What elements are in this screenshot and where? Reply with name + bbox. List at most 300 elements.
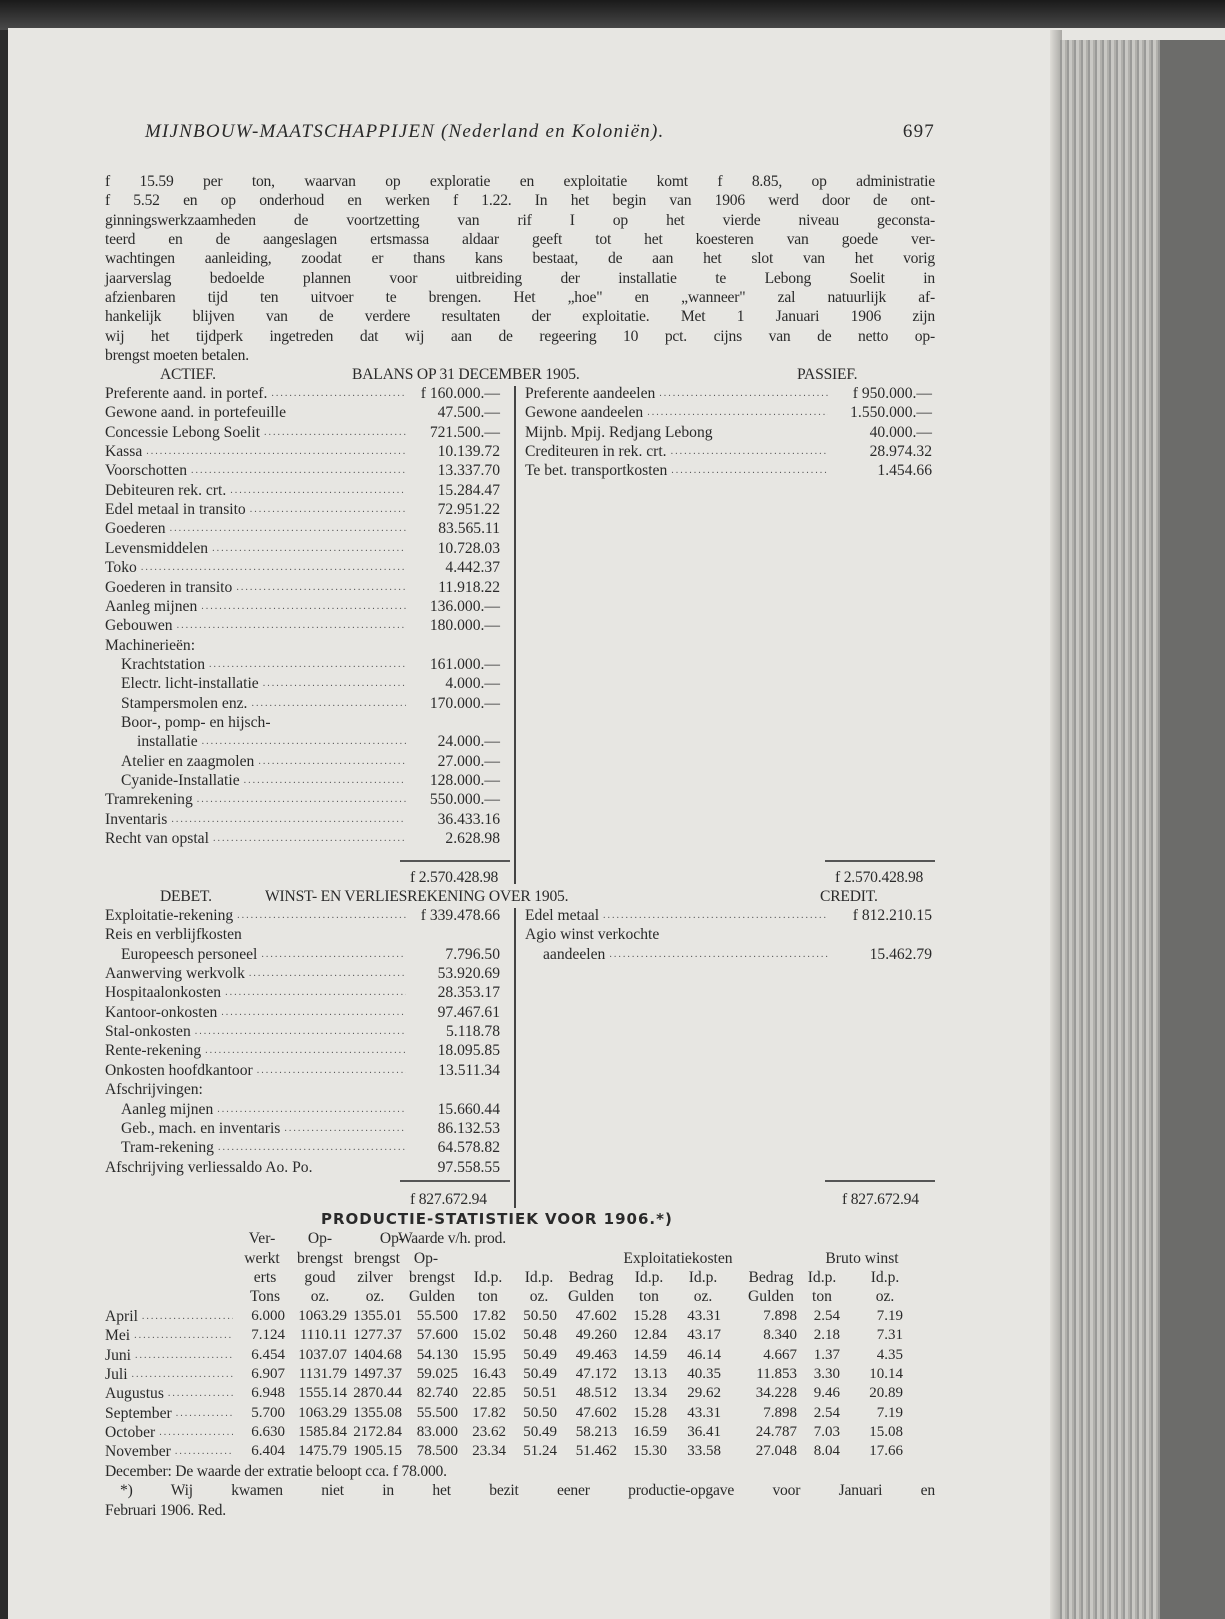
table-cell: 1063.29	[298, 1308, 347, 1324]
table-cell: 14.59	[633, 1346, 667, 1363]
section-right-heading: CREDIT.	[820, 888, 878, 905]
ledger-label: Recht van opstal	[105, 830, 209, 848]
table-header: oz.	[365, 1288, 385, 1305]
ledger-row	[525, 442, 932, 461]
ledger-amount: 18.095.85	[437, 1042, 500, 1060]
section-left-heading: DEBET.	[160, 888, 212, 905]
table-header: oz.	[529, 1288, 549, 1305]
footnote-line: *) Wij kwamen niet in het bezit eener productie-opgave voor Januari en	[120, 1482, 935, 1500]
ledger-label: Afschrijvingen:	[105, 1081, 203, 1099]
ledger-row	[105, 442, 500, 461]
ledger-label: Levensmiddelen	[105, 539, 209, 557]
dot-leader	[261, 945, 406, 964]
ledger-label: Edel metaal	[525, 907, 600, 924]
table-cell: 59.025	[416, 1366, 458, 1383]
table-cell: 22.85	[472, 1385, 506, 1402]
ledger-amount: 1.454.66	[877, 462, 932, 480]
ledger-amount: 11.918.22	[438, 578, 500, 596]
table-cell: 6.454	[251, 1346, 285, 1363]
ledger-amount: 4.000.—	[445, 675, 500, 693]
table-cell: 46.14	[687, 1346, 721, 1363]
dot-leader	[659, 384, 828, 403]
ledger-row	[105, 829, 500, 848]
dot-leader	[177, 616, 406, 635]
ledger-amount: 2.628.98	[445, 830, 500, 848]
section-title: WINST- EN VERLIESREKENING OVER 1905.	[265, 888, 569, 905]
table-cell: 1.37	[813, 1346, 840, 1363]
ledger-row	[137, 732, 500, 751]
table-cell: 20.89	[869, 1385, 903, 1402]
ledger-amount: 28.974.32	[869, 443, 932, 461]
table-header: Id.p.	[473, 1269, 503, 1286]
table-cell: 24.787	[755, 1424, 797, 1441]
ledger-amount: 721.500.—	[429, 423, 500, 441]
ledger-amount	[410, 636, 500, 655]
dot-leader	[244, 771, 406, 790]
ledger-row	[105, 539, 500, 558]
ledger-amount: f 339.478.66	[420, 907, 500, 924]
ledger-label: Toko	[105, 559, 137, 577]
ledger-amount: 83.565.11	[438, 520, 500, 538]
ledger-amount: 170.000.—	[429, 694, 500, 712]
table-header: Gulden	[568, 1288, 614, 1305]
ledger-amount: f 812.210.15	[852, 907, 932, 924]
table-header: Op-	[379, 1230, 405, 1247]
section-right-heading: PASSIEF.	[797, 366, 858, 383]
ledger-row	[105, 983, 500, 1002]
table-cell: 2870.44	[353, 1385, 402, 1402]
table-cell: 43.31	[687, 1308, 721, 1324]
ledger-row	[525, 403, 932, 422]
ledger-label: Crediteuren in rek. crt.	[525, 443, 667, 461]
month-label: Juli	[105, 1366, 128, 1384]
ledger-amount: 53.920.69	[437, 965, 500, 983]
table-cell: 23.34	[472, 1443, 506, 1460]
dot-leader	[671, 461, 828, 480]
ledger-label: Afschrijving verliessaldo Ao. Po.	[105, 1158, 313, 1176]
table-header: Id.p.	[870, 1269, 900, 1286]
ledger-amount: 97.467.61	[437, 1003, 500, 1021]
ledger-label: Kantoor-onkosten	[105, 1003, 218, 1021]
table-cell: 82.740	[416, 1385, 458, 1402]
table-cell: 2.54	[813, 1308, 840, 1324]
ledger-label: Goederen in transito	[105, 578, 233, 596]
ledger-label: Aanleg mijnen	[105, 597, 198, 615]
table-header: erts	[253, 1269, 277, 1286]
ledger-label: Atelier en zaagmolen	[121, 752, 255, 770]
paragraph-line: wij het tijdperk ingetreden dat wij aan de regeering 10 pct. cijns van de netto op-	[105, 327, 935, 345]
table-cell: 13.13	[633, 1366, 667, 1383]
table-cell: 1063.29	[298, 1404, 347, 1421]
ledger-amount: 27.000.—	[437, 752, 500, 770]
dot-leader	[218, 1138, 406, 1157]
table-cell: 6.907	[251, 1366, 285, 1383]
dot-leader	[250, 500, 406, 519]
dot-leader	[191, 461, 406, 480]
table-cell: 15.28	[633, 1404, 667, 1421]
paragraph-line: f 15.59 per ton, waarvan op exploratie en exploitatie komt f 8.85, op administratie	[105, 173, 935, 190]
table-cell: 1905.15	[353, 1443, 402, 1460]
table-cell: 51.462	[575, 1443, 617, 1460]
dot-leader	[264, 423, 406, 442]
ledger-label: Tramrekening	[105, 791, 193, 809]
dot-leader	[258, 752, 406, 771]
balans-total-left: f 2.570.428.98	[410, 869, 499, 886]
dot-leader	[171, 810, 406, 829]
table-cell: 6.000	[251, 1308, 285, 1324]
table-cell: 3.30	[813, 1366, 840, 1383]
dot-leader	[647, 403, 828, 422]
table-cell: 49.463	[575, 1346, 617, 1363]
table-header: oz.	[693, 1288, 713, 1305]
ledger-row	[105, 597, 500, 616]
table-header: ton	[478, 1288, 498, 1305]
running-header	[145, 122, 935, 141]
table-cell: 1277.37	[353, 1327, 402, 1344]
ledger-label: Stal-onkosten	[105, 1023, 191, 1041]
table-cell: 17.66	[869, 1443, 903, 1460]
ledger-label: Preferente aand. in portef.	[105, 385, 268, 402]
ledger-row	[105, 1158, 500, 1177]
dot-leader	[202, 732, 406, 751]
ledger-label: Cyanide-Installatie	[121, 772, 240, 789]
ledger-label: Aanwerving werkvolk	[105, 965, 245, 983]
table-cell: 7.19	[876, 1404, 903, 1421]
ledger-label: Mijnb. Mpij. Redjang Lebong	[525, 423, 713, 441]
ledger-row	[105, 423, 500, 442]
table-cell: 50.50	[523, 1404, 557, 1421]
table-cell: 1497.37	[353, 1366, 402, 1383]
ledger-row	[543, 945, 932, 964]
table-header: Id.p.	[524, 1269, 554, 1286]
ledger-label: Goederen	[105, 520, 166, 538]
table-cell: 27.048	[755, 1443, 797, 1460]
ledger-amount: 7.796.50	[445, 945, 500, 963]
table-header: Ver-	[248, 1230, 276, 1247]
table-cell: 34.228	[755, 1385, 797, 1402]
dot-leader	[221, 1003, 406, 1022]
table-cell: 47.172	[575, 1366, 617, 1383]
section-title: BALANS OP 31 DECEMBER 1905.	[352, 366, 580, 383]
table-header: oz.	[310, 1288, 330, 1305]
table-header: Gulden	[409, 1288, 455, 1305]
table-cell: 15.08	[869, 1424, 903, 1441]
ledger-amount: 40.000.—	[869, 423, 932, 441]
page-number: 697	[902, 121, 935, 142]
table-cell: 1585.84	[298, 1424, 347, 1441]
ledger-label: Krachtstation	[121, 655, 206, 673]
dot-leader	[609, 945, 828, 964]
ledger-row	[525, 423, 932, 442]
table-cell: 1404.68	[353, 1346, 402, 1363]
ledger-amount	[410, 713, 500, 732]
balans-total-right: f 2.570.428.98	[835, 869, 924, 886]
dot-leader	[237, 906, 406, 925]
table-cell: 40.35	[687, 1366, 721, 1383]
paragraph-line: ginningswerkzaamheden de voortzetting van rif I op het vierde niveau geconsta-	[105, 211, 935, 229]
table-cell: 4.35	[876, 1346, 903, 1363]
december-note: December: De waarde der extratie beloopt cca. f 78.000.	[105, 1462, 447, 1480]
month-label: October	[105, 1424, 156, 1442]
ledger-label: Edel metaal in transito	[105, 501, 246, 519]
table-cell: 78.500	[416, 1443, 458, 1460]
table-header: Op-	[307, 1230, 333, 1247]
ledger-amount: 13.511.34	[438, 1061, 500, 1079]
total-rule	[825, 1180, 935, 1182]
table-header: Bruto winst	[825, 1250, 899, 1267]
ledger-label: Gebouwen	[105, 617, 173, 635]
ledger-row	[121, 1119, 500, 1138]
table-cell: 83.000	[416, 1424, 458, 1441]
ledger-label: Tram-rekening	[121, 1139, 214, 1157]
dot-leader	[146, 442, 406, 461]
total-rule	[400, 1180, 510, 1182]
ledger-row	[105, 790, 500, 809]
ledger-row	[121, 1100, 500, 1119]
paragraph-line: teerd en de aangeslagen ertsmassa aldaar geeft tot het koesteren van goede ver-	[105, 231, 935, 249]
dot-leader	[217, 1100, 406, 1119]
ledger-label: Geb., mach. en inventaris	[121, 1119, 281, 1137]
table-header: ton	[639, 1288, 659, 1305]
section-left-heading: ACTIEF.	[160, 366, 216, 383]
ledger-amount: 15.462.79	[869, 945, 932, 963]
table-cell: 15.95	[472, 1346, 506, 1363]
table-cell: 10.14	[869, 1366, 903, 1383]
ledger-label: Gewone aandeelen	[525, 404, 644, 422]
ledger-row	[525, 925, 932, 944]
table-cell: 7.03	[813, 1424, 840, 1441]
table-header: Op-	[413, 1250, 439, 1267]
table-cell: 1131.79	[298, 1366, 347, 1383]
table-cell: 2172.84	[353, 1424, 402, 1441]
ledger-label: Preferente aandeelen	[525, 385, 656, 402]
table-cell: 12.84	[633, 1327, 667, 1344]
scan-top-border	[0, 0, 1225, 30]
ledger-row	[121, 752, 500, 771]
table-header: goud	[304, 1269, 336, 1286]
paragraph-line: f 5.52 en op onderhoud en werken f 1.22. In het begin van 1906 werd door de ont-	[105, 192, 935, 210]
table-cell: 2.54	[813, 1404, 840, 1421]
table-cell: 50.49	[523, 1366, 557, 1383]
ledger-label: Stampersmolen enz.	[121, 694, 248, 712]
table-cell: 48.512	[575, 1385, 617, 1402]
ledger-row	[121, 771, 500, 790]
ledger-label: Hospitaalonkosten	[105, 984, 222, 1002]
ledger-row	[525, 906, 932, 925]
ledger-amount: 64.578.82	[437, 1139, 500, 1157]
table-cell: 54.130	[416, 1346, 458, 1363]
table-cell: 1555.14	[298, 1385, 347, 1402]
ledger-label: Concessie Lebong Soelit	[105, 423, 261, 441]
table-cell: 7.898	[763, 1404, 797, 1421]
table-cell: 16.43	[472, 1366, 506, 1383]
dot-leader	[195, 1022, 406, 1041]
table-cell: 4.667	[763, 1346, 797, 1363]
ledger-amount: 24.000.—	[437, 733, 500, 751]
dot-leader	[201, 597, 406, 616]
ledger-amount: 13.337.70	[437, 462, 500, 480]
ledger-row	[105, 1061, 500, 1080]
ledger-label: Europeesch personeel	[121, 945, 258, 963]
table-cell: 50.50	[523, 1308, 557, 1324]
dot-leader	[197, 790, 406, 809]
table-cell: 50.49	[523, 1424, 557, 1441]
total-rule	[400, 860, 510, 862]
table-header: Id.p.	[688, 1269, 718, 1286]
dot-leader	[230, 481, 406, 500]
ledger-row	[121, 945, 500, 964]
winst-total-left: f 827.672.94	[410, 1191, 487, 1208]
table-header: brengst	[354, 1250, 400, 1267]
table-cell: 50.51	[523, 1385, 557, 1402]
ledger-row	[105, 964, 500, 983]
dot-leader	[603, 906, 828, 925]
table-cell: 8.04	[813, 1443, 840, 1460]
table-cell: 16.59	[633, 1424, 667, 1441]
ledger-amount	[832, 925, 932, 944]
table-cell: 43.17	[687, 1327, 721, 1344]
table-cell: 6.630	[251, 1424, 285, 1441]
ledger-amount: 136.000.—	[429, 597, 500, 615]
ledger-label: Gewone aand. in portefeuille	[105, 404, 286, 422]
ledger-row	[105, 906, 500, 925]
table-cell: 17.82	[472, 1308, 506, 1324]
ledger-amount	[410, 925, 500, 944]
ledger-label: Electr. licht-installatie	[121, 675, 259, 693]
table-cell: 17.82	[472, 1404, 506, 1421]
ledger-label: Te bet. transportkosten	[525, 462, 668, 480]
table-cell: 6.948	[251, 1385, 285, 1402]
table-cell: 43.31	[687, 1404, 721, 1421]
table-cell: 47.602	[575, 1308, 617, 1324]
ledger-amount: 128.000.—	[429, 772, 500, 789]
table-header: Tons	[249, 1288, 281, 1305]
ledger-label: Rente-rekening	[105, 1042, 202, 1060]
column-divider	[514, 908, 516, 1208]
dot-leader	[671, 442, 828, 461]
month-label: April	[105, 1308, 138, 1325]
ledger-amount	[410, 1080, 500, 1099]
table-cell: 1037.07	[298, 1346, 347, 1363]
table-cell: 1355.01	[353, 1308, 402, 1324]
table-cell: 8.340	[763, 1327, 797, 1344]
table-header: Exploitatiekosten	[623, 1250, 733, 1267]
ledger-amount: 72.951.22	[437, 501, 500, 519]
table-cell: 50.49	[523, 1346, 557, 1363]
ledger-row	[121, 674, 500, 693]
ledger-row	[105, 636, 500, 655]
dot-leader	[249, 964, 406, 983]
ledger-row	[105, 1041, 500, 1060]
ledger-label: Voorschotten	[105, 462, 188, 480]
ledger-label: Onkosten hoofdkantoor	[105, 1061, 253, 1079]
table-cell: 50.48	[523, 1327, 557, 1344]
table-cell: 23.62	[472, 1424, 506, 1441]
ledger-amount: f 950.000.—	[852, 385, 932, 402]
dot-leader	[251, 694, 406, 713]
dot-leader	[209, 655, 406, 674]
table-cell: 11.853	[756, 1366, 797, 1383]
ledger-label: Kassa	[105, 443, 143, 461]
ledger-label: Machinerieën:	[105, 636, 196, 654]
paragraph-line: brengst moeten betalen.	[105, 347, 249, 365]
table-cell: 55.500	[416, 1308, 458, 1324]
ledger-amount: 1.550.000.—	[850, 404, 932, 422]
table-cell: 7.124	[251, 1327, 285, 1344]
table-header: Waarde v/h. prod.	[398, 1230, 506, 1247]
dot-leader	[263, 674, 406, 693]
table-header: Id.p.	[634, 1269, 664, 1286]
month-label: September	[105, 1404, 172, 1422]
ledger-row	[105, 558, 500, 577]
table-cell: 47.602	[575, 1404, 617, 1421]
table-cell: 15.30	[633, 1443, 667, 1460]
dot-leader	[236, 578, 406, 597]
ledger-amount: 47.500.—	[437, 404, 500, 422]
dot-leader	[141, 558, 406, 577]
table-cell: 57.600	[416, 1327, 458, 1344]
table-header: Id.p.	[807, 1269, 837, 1286]
ledger-amount: 550.000.—	[429, 791, 500, 809]
paragraph-line: hankelijk blijven van de verdere resultaten der exploitatie. Met 1 Januari 1906 zijn	[105, 308, 935, 326]
ledger-label: Exploitatie-rekening	[105, 907, 234, 924]
table-cell: 1475.79	[298, 1443, 347, 1460]
table-header: Gulden	[748, 1288, 794, 1305]
ledger-label: Aanleg mijnen	[121, 1100, 214, 1118]
ledger-row	[105, 810, 500, 829]
paragraph-line: jaarverslag bedoelde plannen voor uitbreiding der installatie te Lebong Soelit in	[105, 269, 935, 287]
ledger-row	[121, 694, 500, 713]
table-cell: 7.31	[876, 1327, 903, 1344]
total-rule	[825, 860, 935, 862]
table-cell: 2.18	[813, 1327, 840, 1344]
table-cell: 5.700	[251, 1404, 285, 1421]
dot-leader	[257, 1061, 406, 1080]
table-cell: 33.58	[687, 1443, 721, 1460]
table-cell: 1355.08	[353, 1404, 402, 1421]
ledger-amount: 10.139.72	[437, 443, 500, 461]
ledger-row	[105, 403, 500, 422]
winst-total-right: f 827.672.94	[842, 1191, 919, 1208]
ledger-amount: 5.118.78	[446, 1023, 500, 1041]
ledger-amount: 4.442.37	[445, 559, 500, 577]
ledger-label: Agio winst verkochte	[525, 926, 660, 944]
ledger-row	[105, 384, 500, 403]
dot-leader	[205, 1041, 406, 1060]
ledger-row	[121, 713, 500, 732]
ledger-row	[105, 1022, 500, 1041]
table-header: Bedrag	[748, 1269, 794, 1286]
dot-leader	[225, 983, 406, 1002]
ledger-row	[105, 519, 500, 538]
table-cell: 51.24	[523, 1443, 557, 1460]
table-cell: 7.898	[763, 1308, 797, 1324]
ledger-label: Boor-, pomp- en hijsch-	[121, 713, 271, 731]
ledger-row	[105, 481, 500, 500]
ledger-row	[105, 461, 500, 480]
table-cell: 58.213	[575, 1424, 617, 1441]
paragraph-line: afzienbaren tijd ten uitvoer te brengen. Het „hoe" en „wanneer" zal natuurlijk af-	[105, 289, 935, 307]
table-cell: 29.62	[687, 1385, 721, 1402]
month-label: November	[105, 1443, 171, 1461]
table-cell: 7.19	[876, 1308, 903, 1324]
ledger-row	[121, 1138, 500, 1157]
ledger-label: aandeelen	[543, 945, 606, 963]
ledger-label: Reis en verblijfkosten	[105, 926, 242, 944]
table-header: brengst	[409, 1269, 455, 1286]
ledger-amount: 15.284.47	[437, 481, 500, 499]
table-cell: 55.500	[416, 1404, 458, 1421]
